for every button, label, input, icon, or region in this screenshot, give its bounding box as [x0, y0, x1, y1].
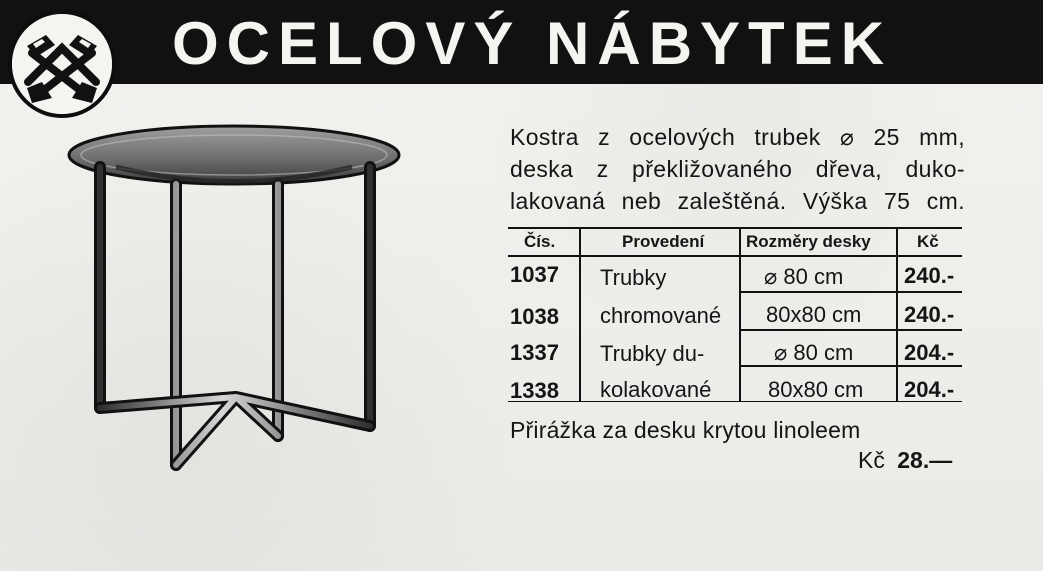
column-header-number: Čís.: [524, 232, 556, 251]
item-price: 204.-: [904, 377, 955, 402]
item-price: 240.-: [904, 302, 955, 327]
catalog-title: OCELOVÝ NÁBYTEK: [172, 10, 893, 77]
item-price: 240.-: [904, 263, 955, 288]
surcharge-note: Přirážka za desku krytou linoleem: [510, 417, 861, 443]
item-finish: Trubky du-: [600, 341, 705, 366]
column-header-dimensions: Rozměry desky: [746, 232, 871, 251]
item-size: ⌀ 80 cm: [764, 264, 844, 289]
surcharge-currency: Kč: [858, 447, 885, 473]
product-description: [510, 121, 965, 217]
item-finish: chromované: [600, 303, 722, 328]
description-line: deska z překližovaného dřeva, duko-: [510, 156, 965, 182]
item-code: 1338: [510, 378, 559, 403]
column-header-finish: Provedení: [622, 232, 705, 251]
surcharge-price: [858, 446, 952, 474]
item-code: 1038: [510, 304, 559, 329]
item-size: ⌀ 80 cm: [774, 340, 854, 365]
item-size: 80x80 cm: [766, 302, 862, 327]
description-line: lakovaná neb zaleštěná. Výška 75 cm.: [510, 188, 965, 214]
item-finish: kolakované: [600, 377, 712, 402]
description-line: Kostra z ocelových trubek ⌀ 25 mm,: [510, 124, 965, 150]
price-table: [506, 226, 964, 402]
price-table-grid: [506, 226, 964, 402]
crossed-hammers-icon: [12, 14, 112, 114]
column-header-price: Kč: [917, 232, 939, 251]
item-price: 204.-: [904, 340, 955, 365]
item-size: 80x80 cm: [768, 377, 864, 402]
steel-table-illustration: [58, 120, 408, 480]
item-code: 1037: [510, 262, 559, 287]
surcharge-amount: 28.—: [897, 447, 953, 473]
steel-factory-logo: [8, 10, 116, 118]
item-finish: Trubky: [600, 265, 667, 290]
item-code: 1337: [510, 340, 559, 365]
